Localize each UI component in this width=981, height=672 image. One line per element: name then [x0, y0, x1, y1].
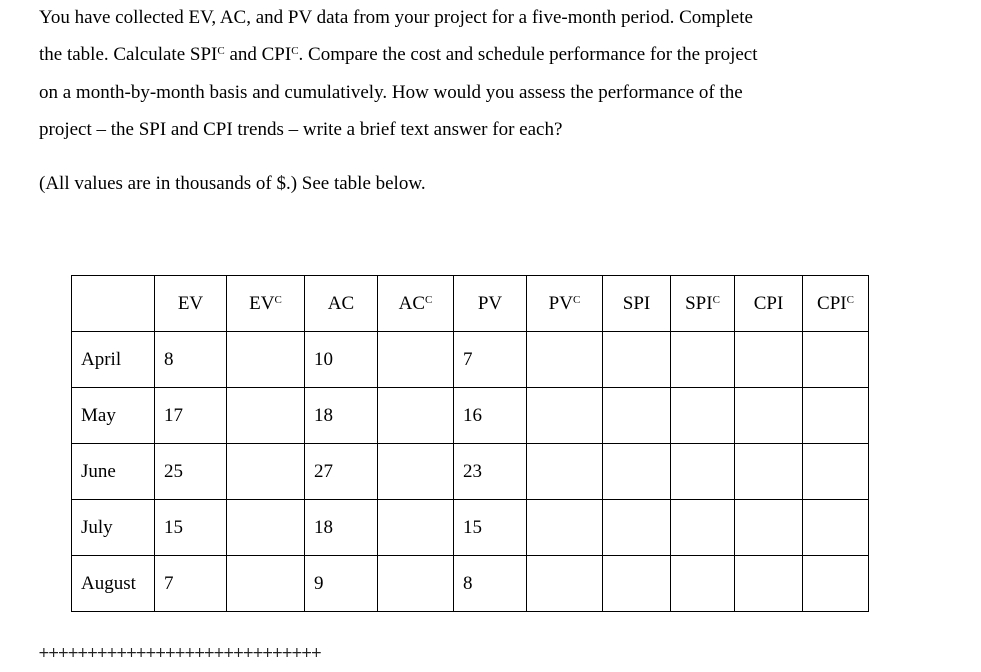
question-line-3: on a month-by-month basis and cumulatively. How would you assess the performance of the [39, 82, 743, 103]
header-cell-blank [72, 276, 155, 332]
question-text [39, 0, 939, 148]
table-cell-ac: 9 [305, 556, 378, 612]
table-cell-cpic [803, 388, 869, 444]
table-cell-acc [378, 388, 454, 444]
table-cell-ac: 18 [305, 388, 378, 444]
table-cell-ev: 25 [155, 444, 227, 500]
table-cell-spi [603, 388, 671, 444]
table-cell-acc [378, 556, 454, 612]
question-line-2-a: the table. Calculate SPI [39, 43, 218, 65]
table-cell-pvc [527, 388, 603, 444]
table-cell-month: June [72, 444, 155, 500]
superscript-c: C [291, 44, 299, 57]
table-cell-cpi [735, 556, 803, 612]
table-cell-acc [378, 500, 454, 556]
question-line-2 [39, 37, 939, 76]
table-cell-cpi [735, 500, 803, 556]
table-cell-cpic [803, 444, 869, 500]
table-row [72, 556, 869, 612]
table-cell-spi [603, 332, 671, 388]
table-cell-spi [603, 500, 671, 556]
table-cell-evc [227, 388, 305, 444]
table-cell-month: May [72, 388, 155, 444]
table-header-row [72, 276, 869, 332]
table-cell-pv: 7 [454, 332, 527, 388]
table-cell-evc [227, 332, 305, 388]
header-cell-cpic: $CPI^C$ [803, 276, 869, 332]
table-cell-spic [671, 556, 735, 612]
question-line-2-b: and CPI [224, 43, 292, 65]
header-cell-cpi: CPI [735, 276, 803, 332]
table-row [72, 444, 869, 500]
table-cell-evc [227, 556, 305, 612]
table-cell-pvc [527, 332, 603, 388]
question-line-2-c: . Compare the cost and schedule performance for the project [298, 43, 758, 65]
table-cell-evc [227, 444, 305, 500]
table-cell-pv: 23 [454, 444, 527, 500]
table-cell-month: April [72, 332, 155, 388]
table-cell-ac: 10 [305, 332, 378, 388]
table-cell-pv: 8 [454, 556, 527, 612]
footer-marks: +++++++++++++++++++++++++++++ [38, 645, 321, 661]
table-cell-cpi [735, 444, 803, 500]
header-cell-ev: EV [155, 276, 227, 332]
table-cell-spi [603, 444, 671, 500]
table-cell-ev: 15 [155, 500, 227, 556]
question-line-1: You have collected EV, AC, and PV data from your project for a five-month period. Complete [39, 7, 753, 28]
table-cell-evc [227, 500, 305, 556]
table-cell-month: August [72, 556, 155, 612]
table-cell-cpi [735, 332, 803, 388]
table-cell-cpic [803, 556, 869, 612]
header-cell-evc: $EV^C$ [227, 276, 305, 332]
table-cell-pv: 16 [454, 388, 527, 444]
table-cell-spic [671, 500, 735, 556]
table-cell-pvc [527, 444, 603, 500]
table-cell-cpic [803, 500, 869, 556]
table-row [72, 332, 869, 388]
header-cell-pvc: $PV^C$ [527, 276, 603, 332]
table-cell-spic [671, 444, 735, 500]
table-cell-cpi [735, 388, 803, 444]
header-cell-pv: PV [454, 276, 527, 332]
table-cell-ac: 18 [305, 500, 378, 556]
table-cell-month: July [72, 500, 155, 556]
header-cell-acc: $AC^C$ [378, 276, 454, 332]
table-cell-spi [603, 556, 671, 612]
table-cell-pvc [527, 556, 603, 612]
header-cell-ac: AC [305, 276, 378, 332]
table-cell-spic [671, 332, 735, 388]
table-cell-pv: 15 [454, 500, 527, 556]
table-cell-pvc [527, 500, 603, 556]
evm-table [71, 275, 869, 612]
header-cell-spic: $SPI^C$ [671, 276, 735, 332]
table-row [72, 388, 869, 444]
table-cell-spic [671, 388, 735, 444]
question-line-4: project – the SPI and CPI trends – write a brief text answer for each? [39, 118, 563, 140]
table-cell-ev: 7 [155, 556, 227, 612]
table-row [72, 500, 869, 556]
table-cell-cpic [803, 332, 869, 388]
units-note: (All values are in thousands of $.) See table below. [39, 173, 426, 194]
table-cell-ev: 8 [155, 332, 227, 388]
header-cell-spi: SPI [603, 276, 671, 332]
table-cell-ac: 27 [305, 444, 378, 500]
table-cell-ev: 17 [155, 388, 227, 444]
table-cell-acc [378, 444, 454, 500]
table-cell-acc [378, 332, 454, 388]
superscript-c: C [217, 44, 225, 57]
